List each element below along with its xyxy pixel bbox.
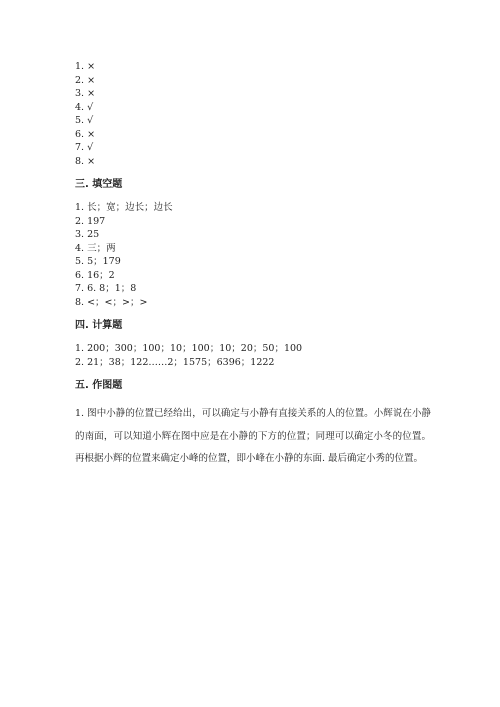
answer-item: 6. 16；2 [75,269,115,281]
answer-item: 3. × [75,88,96,99]
answer-item: 7. √ [75,142,94,153]
answer-item: 4. √ [75,101,94,113]
answer-item: 5. √ [75,115,94,126]
true-false-answers [75,60,95,168]
answer-item: 8. × [75,155,96,167]
fill-blank-heading: 三. 填空题 [75,179,123,190]
calculation-heading: 四. 计算题 [75,320,123,331]
answer-item: 5. 5；179 [75,256,121,267]
drawing-heading: 五. 作图题 [75,380,123,391]
answer-item: 1. 长；宽；边长；边长 [75,202,173,213]
answer-item: 8. <；<；>；> [75,296,148,308]
answer-item: 7. 6. 8；1；8 [75,283,137,294]
calculation-answers [75,342,302,369]
answer-item: 6. × [75,128,96,140]
answer-item: 3. 25 [75,229,100,240]
answer-item: 2. 197 [75,215,106,227]
answer-item: 2. 21；38；122……2；1575；6396；1222 [75,356,275,368]
drawing-answer-paragraph: 1. 图中小静的位置已经给出，可以确定与小静有直接关系的人的位置。小辉说在小静的南面，可以知道小辉在图中应是在小静的下方的位置；同理可以确定小冬的位置。再根据小辉的位置来确定小峰的位置，即小峰在小静的东面. 最后确定小秀的位置。 [75,408,431,464]
answer-item: 1. 200；300；100；10；100；10；20；50；100 [75,343,303,354]
answer-item: 1. × [75,61,96,72]
answer-item: 2. × [75,74,96,86]
fill-blank-answers [75,201,173,309]
answer-item: 4. 三；两 [75,242,116,254]
